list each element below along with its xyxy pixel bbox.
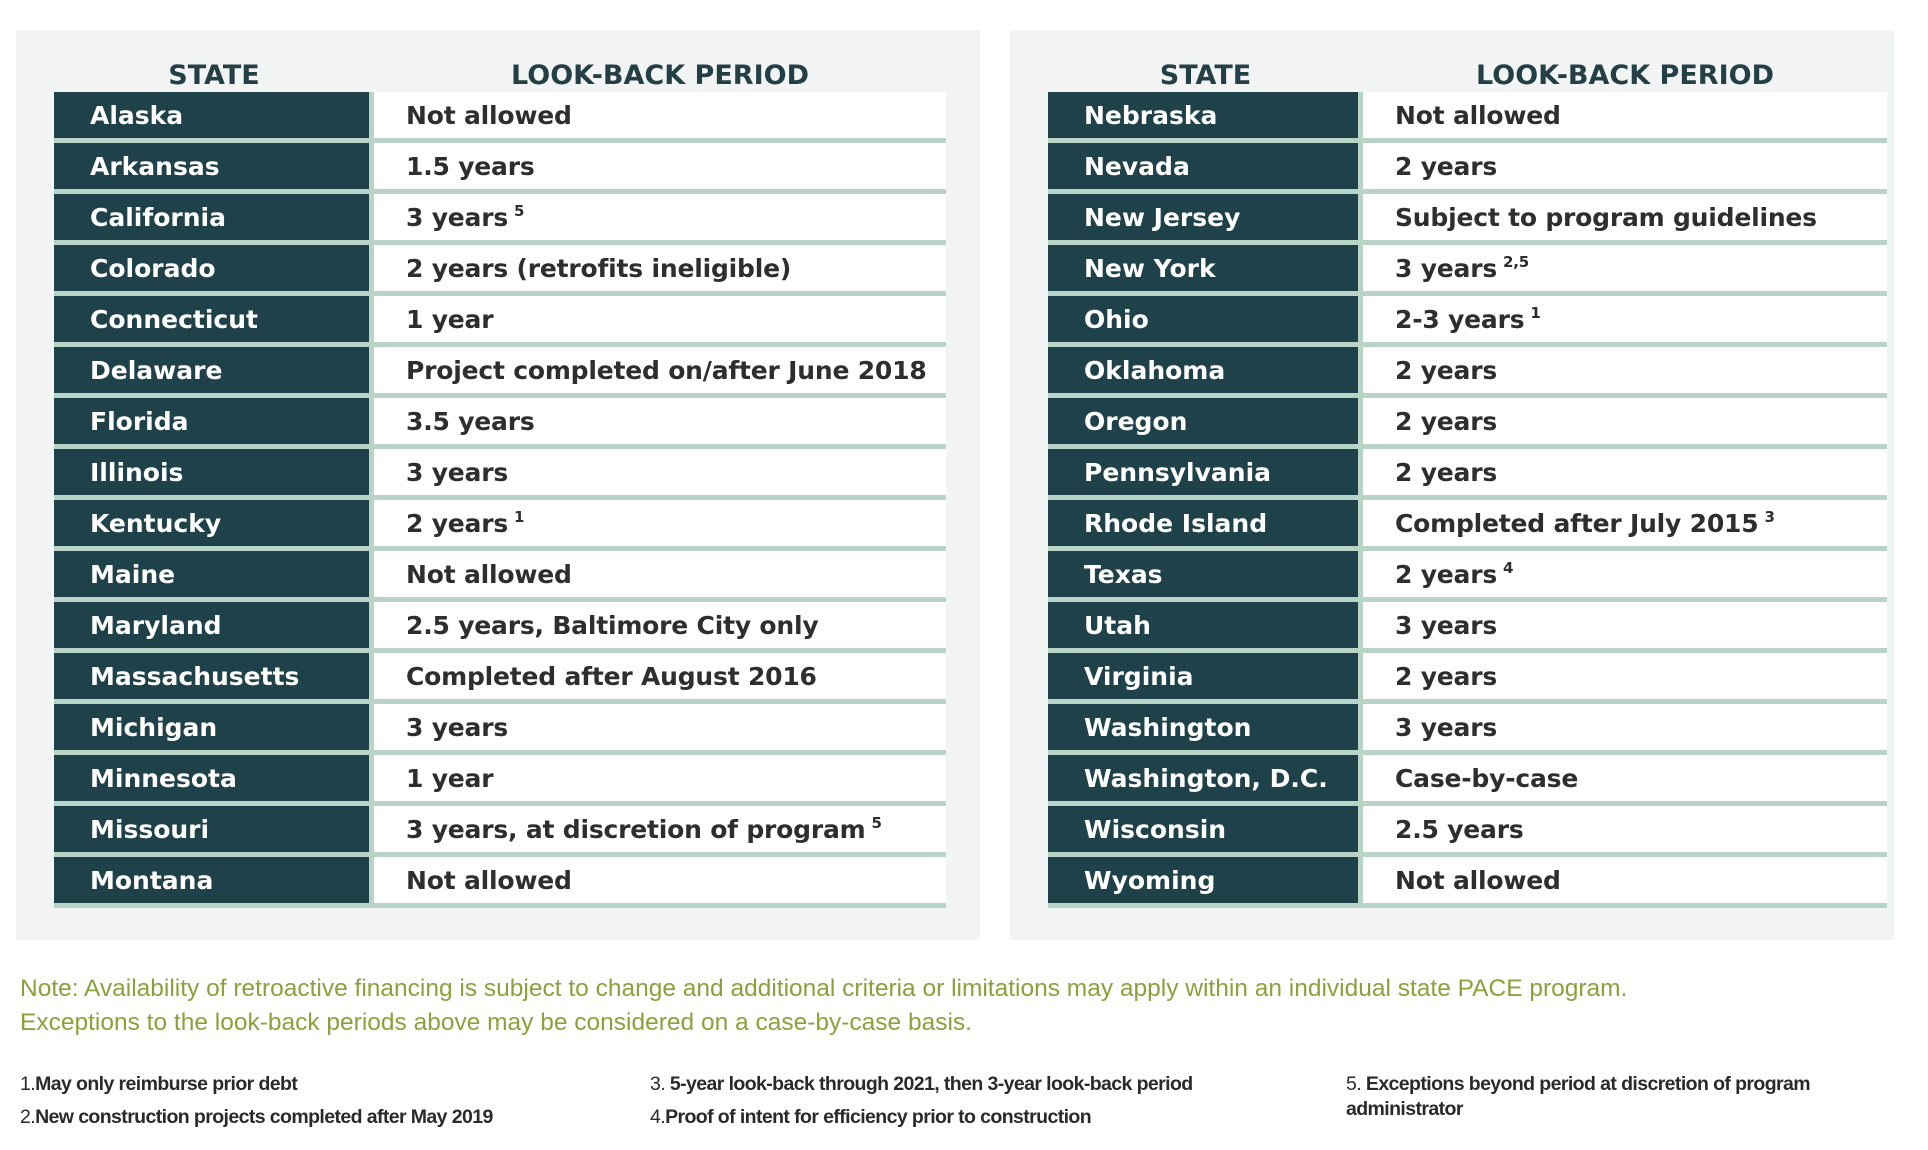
table-row [1048, 245, 1887, 296]
footnote-item [650, 1072, 1193, 1097]
period-cell [1363, 806, 1887, 852]
period-text: 3 years [406, 712, 509, 742]
state-cell: Texas [1048, 551, 1363, 597]
state-cell: Oklahoma [1048, 347, 1363, 393]
table-row [54, 806, 946, 857]
period-cell [1363, 449, 1887, 495]
period-text: 2 years [1395, 559, 1498, 589]
state-cell: Rhode Island [1048, 500, 1363, 546]
state-cell: Washington [1048, 704, 1363, 750]
period-cell [1363, 143, 1887, 189]
period-text: Project completed on/after June 2018 [406, 355, 927, 385]
period-cell [374, 602, 946, 648]
footnote-number: 2. [20, 1106, 36, 1128]
state-cell: Virginia [1048, 653, 1363, 699]
period-text: Not allowed [1395, 100, 1561, 130]
table-row [54, 194, 946, 245]
table-row [54, 245, 946, 296]
table-row [1048, 449, 1887, 500]
period-cell [1363, 194, 1887, 240]
right-table-body [1048, 92, 1887, 908]
availability-note [20, 972, 1900, 1040]
period-cell [374, 806, 946, 852]
table-row [1048, 347, 1887, 398]
period-text: Not allowed [406, 559, 572, 589]
period-cell [1363, 602, 1887, 648]
period-cell [374, 551, 946, 597]
period-text: 3 years [406, 457, 509, 487]
period-cell [1363, 653, 1887, 699]
period-cell [1363, 245, 1887, 291]
table-row [54, 602, 946, 653]
period-text: 3.5 years [406, 406, 535, 436]
state-cell: New York [1048, 245, 1363, 291]
period-cell [1363, 347, 1887, 393]
right-table-panel [1010, 30, 1894, 940]
state-cell: Colorado [54, 245, 374, 291]
footnote-marker: 5 [514, 202, 525, 220]
footnotes-column-3 [1346, 1072, 1886, 1130]
period-text: Completed after July 2015 [1395, 508, 1759, 538]
table-row [1048, 296, 1887, 347]
table-row [1048, 143, 1887, 194]
period-cell [374, 92, 946, 138]
state-cell: Maryland [54, 602, 374, 648]
left-table-panel [16, 30, 980, 940]
state-cell: California [54, 194, 374, 240]
table-row [54, 347, 946, 398]
footnote-marker: 5 [871, 814, 882, 832]
table-row [1048, 194, 1887, 245]
footnote-item [20, 1072, 493, 1097]
period-cell [374, 194, 946, 240]
footnote-marker: 1 [514, 508, 525, 526]
period-cell [374, 398, 946, 444]
period-text: 3 years [406, 202, 509, 232]
state-cell: Nevada [1048, 143, 1363, 189]
footnote-number: 1. [20, 1073, 36, 1095]
table-row [1048, 806, 1887, 857]
state-cell: Maine [54, 551, 374, 597]
look-back-period-column-header: LOOK-BACK PERIOD [511, 59, 809, 91]
state-cell: Pennsylvania [1048, 449, 1363, 495]
look-back-period-column-header: LOOK-BACK PERIOD [1476, 59, 1774, 91]
period-text: Not allowed [406, 865, 572, 895]
table-row [1048, 398, 1887, 449]
footnote-number: 3. [650, 1073, 666, 1095]
state-cell: Montana [54, 857, 374, 903]
period-text: 2 years [1395, 355, 1498, 385]
table-row [54, 398, 946, 449]
period-text: Case-by-case [1395, 763, 1579, 793]
footnote-marker: 2,5 [1503, 253, 1530, 271]
footnote-marker: 1 [1530, 304, 1541, 322]
footnotes-column-2 [650, 1072, 1193, 1138]
note-line-1: Note: Availability of retroactive financing is subject to change and additional criteria or limitations may apply within an individual state PACE program. [20, 975, 1628, 1002]
period-text: 3 years [1395, 253, 1498, 283]
period-text: 2 years [1395, 457, 1498, 487]
table-row [54, 92, 946, 143]
period-text: 2 years (retrofits ineligible) [406, 253, 792, 283]
footnote-marker: 3 [1764, 508, 1775, 526]
period-text: 3 years [1395, 712, 1498, 742]
period-text: 2 years [1395, 661, 1498, 691]
footnote-text: Exceptions beyond period at discretion of program administrator [1346, 1073, 1810, 1120]
period-cell [1363, 551, 1887, 597]
left-table-body [54, 92, 946, 908]
footnote-number: 4. [650, 1106, 666, 1128]
note-line-2: Exceptions to the look-back periods above may be considered on a case-by-case basis. [20, 1009, 972, 1036]
state-cell: Michigan [54, 704, 374, 750]
state-cell: Alaska [54, 92, 374, 138]
period-text: 1 year [406, 304, 494, 334]
period-cell [374, 143, 946, 189]
state-cell: Florida [54, 398, 374, 444]
state-cell: Utah [1048, 602, 1363, 648]
period-text: 2 years [1395, 151, 1498, 181]
footnote-item [1346, 1072, 1886, 1122]
state-cell: New Jersey [1048, 194, 1363, 240]
period-cell [374, 245, 946, 291]
period-cell [1363, 755, 1887, 801]
state-column-header: STATE [1159, 59, 1252, 91]
footnote-text: Proof of intent for efficiency prior to construction [665, 1106, 1092, 1128]
table-row [1048, 857, 1887, 908]
table-row [54, 704, 946, 755]
state-cell: Wyoming [1048, 857, 1363, 903]
table-row [54, 857, 946, 908]
footnote-marker: 4 [1503, 559, 1514, 577]
state-cell: Ohio [1048, 296, 1363, 342]
period-text: 2.5 years [1395, 814, 1524, 844]
period-cell [374, 296, 946, 342]
table-row [1048, 653, 1887, 704]
period-text: 1.5 years [406, 151, 535, 181]
table-row [1048, 602, 1887, 653]
table-row [54, 449, 946, 500]
period-cell [1363, 857, 1887, 903]
period-text: Not allowed [406, 100, 572, 130]
period-cell [374, 653, 946, 699]
state-cell: Minnesota [54, 755, 374, 801]
period-text: 2-3 years [1395, 304, 1525, 334]
state-cell: Delaware [54, 347, 374, 393]
state-cell: Oregon [1048, 398, 1363, 444]
period-text: Subject to program guidelines [1395, 202, 1817, 232]
table-row [54, 653, 946, 704]
footnote-text: May only reimburse prior debt [35, 1073, 298, 1095]
table-row [54, 143, 946, 194]
table-row [54, 296, 946, 347]
footnote-item [650, 1105, 1193, 1130]
period-cell [374, 500, 946, 546]
state-cell: Missouri [54, 806, 374, 852]
period-cell [1363, 398, 1887, 444]
period-text: Completed after August 2016 [406, 661, 817, 691]
state-cell: Illinois [54, 449, 374, 495]
footnote-text: New construction projects completed after May 2019 [35, 1106, 493, 1128]
period-cell [1363, 500, 1887, 546]
table-row [54, 755, 946, 806]
period-text: 3 years, at discretion of program [406, 814, 866, 844]
period-cell [1363, 92, 1887, 138]
period-cell [374, 449, 946, 495]
period-cell [1363, 704, 1887, 750]
state-cell: Nebraska [1048, 92, 1363, 138]
state-cell: Kentucky [54, 500, 374, 546]
footnote-number: 5. [1346, 1073, 1362, 1095]
table-row [1048, 92, 1887, 143]
period-text: Not allowed [1395, 865, 1561, 895]
table-row [1048, 755, 1887, 806]
table-row [1048, 551, 1887, 602]
period-cell [1363, 296, 1887, 342]
state-cell: Arkansas [54, 143, 374, 189]
table-row [54, 551, 946, 602]
footnote-item [20, 1105, 493, 1130]
table-row [1048, 500, 1887, 551]
state-cell: Connecticut [54, 296, 374, 342]
table-row [1048, 704, 1887, 755]
period-text: 1 year [406, 763, 494, 793]
period-text: 2 years [406, 508, 509, 538]
state-column-header: STATE [168, 59, 260, 91]
table-row [54, 500, 946, 551]
period-cell [374, 347, 946, 393]
period-cell [374, 857, 946, 903]
state-cell: Massachusetts [54, 653, 374, 699]
footnote-text: 5-year look-back through 2021, then 3-year look-back period [669, 1073, 1193, 1095]
period-text: 2 years [1395, 406, 1498, 436]
period-text: 2.5 years, Baltimore City only [406, 610, 819, 640]
period-cell [374, 755, 946, 801]
state-cell: Washington, D.C. [1048, 755, 1363, 801]
period-text: 3 years [1395, 610, 1498, 640]
period-cell [374, 704, 946, 750]
state-cell: Wisconsin [1048, 806, 1363, 852]
footnotes-column-1 [20, 1072, 493, 1138]
